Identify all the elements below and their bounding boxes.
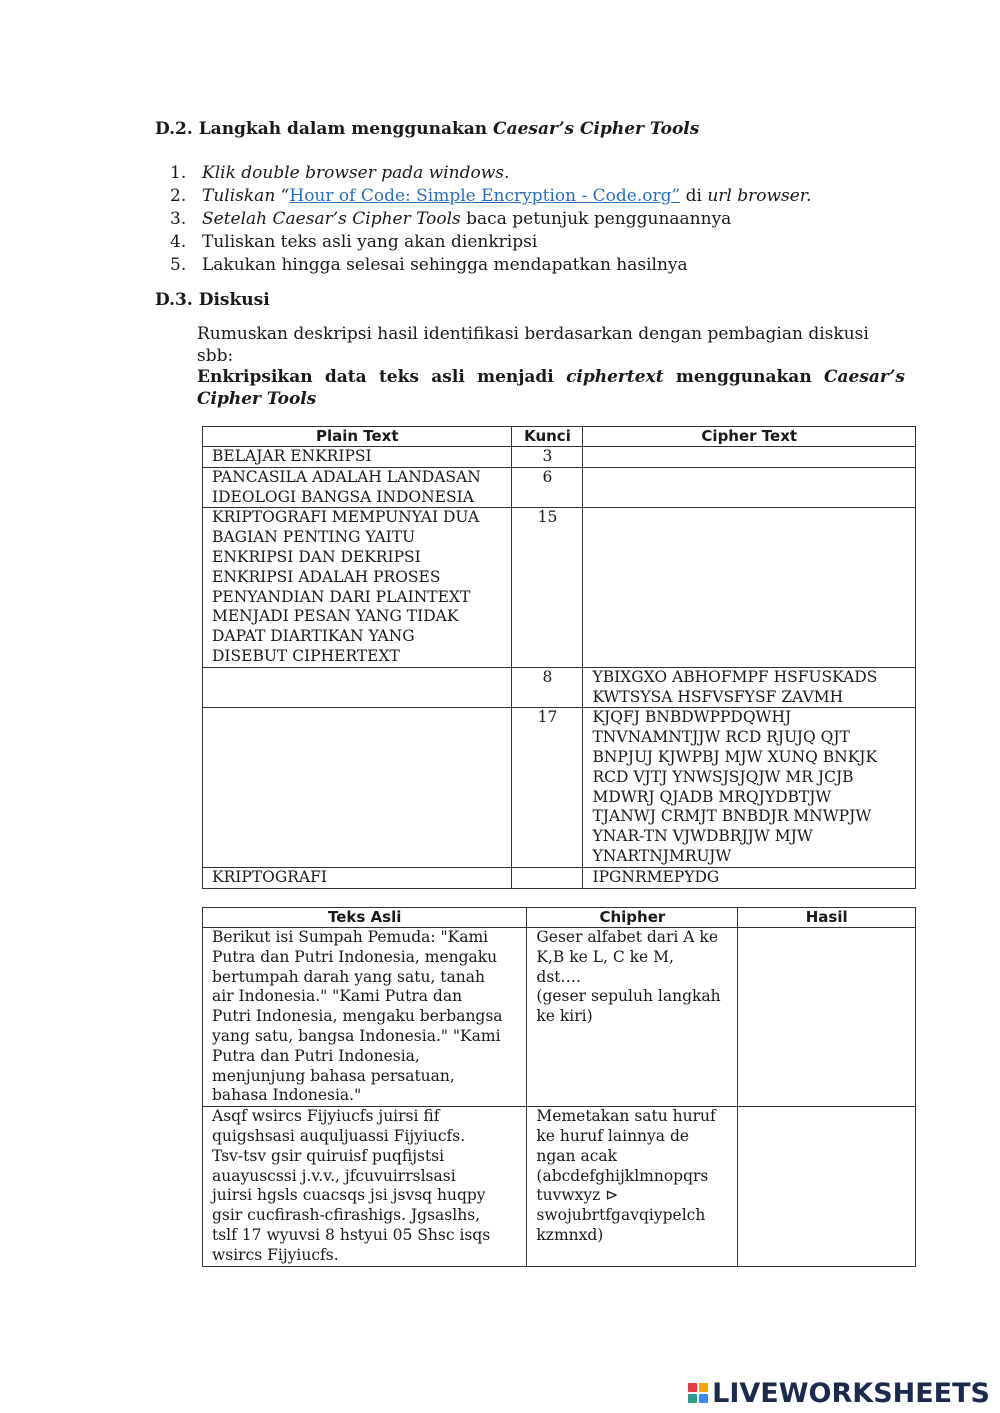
discussion-description: Rumuskan deskripsi hasil identifikasi berdasarkan dengan pembagian diskusi sbb: <box>197 324 869 366</box>
step-item: 4. Tuliskan teks asli yang akan dienkripsi <box>170 232 538 252</box>
key-cell[interactable] <box>512 867 583 888</box>
header-result: Hasil <box>738 908 916 928</box>
table-row <box>203 867 916 888</box>
step-item: 2. Tuliskan “Hour of Code: Simple Encryption - Code.org” di url browser. <box>170 186 812 206</box>
header-cipher: Chipher <box>527 908 738 928</box>
cipher-text-cell[interactable] <box>583 508 916 667</box>
cipher-rule-cell: Memetakan satu huruf ke huruf lainnya de ngan acak (abcdefghijklmnopqrs tuvwxyz ⊳ swojubrtfgavqiypelch kzmnxd) <box>527 1107 738 1266</box>
original-text-cell: Berikut isi Sumpah Pemuda: "Kami Putra dan Putri Indonesia, mengaku bertumpah darah yang satu, tanah air Indonesia." "Kami Putra dan Putri Indonesia, mengaku berbangsa yang satu, bangsa Indonesia." "Kami Putra dan Putri Indonesia, menjunjung bahasa persatuan, bahasa Indonesia." <box>203 928 527 1107</box>
plain-text-cell[interactable] <box>203 708 512 867</box>
step-item: 5. Lakukan hingga selesai sehingga mendapatkan hasilnya <box>170 255 688 275</box>
table-header-row <box>203 908 916 928</box>
plain-text-cell: KRIPTOGRAFI <box>203 867 512 888</box>
cipher-text-cell: IPGNRMEPYDG <box>583 867 916 888</box>
header-original-text: Teks Asli <box>203 908 527 928</box>
key-cell: 3 <box>512 447 583 468</box>
liveworksheets-logo <box>688 1377 990 1409</box>
table-row <box>203 928 916 1107</box>
key-cell: 8 <box>512 667 583 708</box>
table-header-row <box>203 427 916 447</box>
logo-block <box>688 1394 697 1403</box>
result-cell[interactable] <box>738 928 916 1107</box>
table-row <box>203 708 916 867</box>
header-cipher-text: Cipher Text <box>583 427 916 447</box>
key-cell: 6 <box>512 467 583 508</box>
step-item: 1. Klik double browser pada windows. <box>170 163 510 183</box>
plain-text-cell[interactable]: PANCASILA ADALAH LANDASAN IDEOLOGI BANGSA INDONESIA <box>203 467 512 508</box>
table-row <box>203 508 916 667</box>
logo-blocks-icon <box>688 1383 708 1403</box>
cipher-text-cell[interactable] <box>583 447 916 468</box>
header-key: Kunci <box>512 427 583 447</box>
steps-list <box>170 162 811 277</box>
cipher-table <box>202 426 916 889</box>
plain-text-cell[interactable]: BELAJAR ENKRIPSI <box>203 447 512 468</box>
plain-text-cell[interactable]: KRIPTOGRAFI MEMPUNYAI DUA BAGIAN PENTING YAITU ENKRIPSI DAN DEKRIPSI ENKRIPSI ADALAH PROSES PENYANDIAN DARI PLAINTEXT MENJADI PESAN YANG TIDAK DAPAT DIARTIKAN YANG DISEBUT CIPHERTEXT <box>203 508 512 667</box>
substitution-table <box>202 907 916 1267</box>
logo-text: LIVEWORKSHEETS <box>712 1377 990 1409</box>
cipher-text-cell[interactable] <box>583 467 916 508</box>
logo-block <box>699 1394 708 1403</box>
section-d3-heading: D.3. Diskusi <box>155 290 270 310</box>
key-cell: 17 <box>512 708 583 867</box>
cipher-text-cell: YBIXGXO ABHOFMPF HSFUSKADS KWTSYSA HSFVSFYSF ZAVMH <box>583 667 916 708</box>
table-row <box>203 667 916 708</box>
logo-block <box>699 1383 708 1392</box>
step-item: 3. Setelah Caesar’s Cipher Tools baca petunjuk penggunaannya <box>170 209 732 229</box>
cipher-text-cell: KJQFJ BNBDWPPDQWHJ TNVNAMNTJJW RCD RJUJQ QJT BNPJUJ KJWPBJ MJW XUNQ BNKJK RCD VJTJ YNWSJSJQJW MR JCJB MDWRJ QJADB MRQJYDBTJW TJANWJ CRMJT BNBDJR MNWPJW YNAR-TN VJWDBRJJW MJW YNARTNJMRUJW <box>583 708 916 867</box>
original-text-cell: Asqf wsircs Fijyiucfs juirsi fif quigshsasi auquljuassi Fijyiucfs. Tsv-tsv gsir quiruisf puqfijstsi auayuscssi j.v.v., jfcuvuirrslsasi juirsi hgsls cuacsqs jsi jsvsq huqpy gsir cucfirash-cfirashigs. Jgsaslhs, tslf 17 wyuvsi 8 hstyui 05 Shsc isqs wsircs Fijyiucfs. <box>203 1107 527 1266</box>
key-cell: 15 <box>512 508 583 667</box>
table-row <box>203 467 916 508</box>
logo-block <box>688 1383 697 1392</box>
section-d2-heading: D.2. Langkah dalam menggunakan Caesar’s Cipher Tools <box>155 119 700 139</box>
code-org-link[interactable]: Hour of Code: Simple Encryption - Code.org” <box>289 186 681 206</box>
cipher-rule-cell: Geser alfabet dari A ke K,B ke L, C ke M, dst…. (geser sepuluh langkah ke kiri) <box>527 928 738 1107</box>
table-row <box>203 1107 916 1266</box>
result-cell[interactable] <box>738 1107 916 1266</box>
table-row <box>203 447 916 468</box>
plain-text-cell[interactable] <box>203 667 512 708</box>
task-instruction: Enkripsikan data teks asli menjadi ciphertext menggunakan Caesar’s Cipher Tools <box>197 367 905 409</box>
header-plain-text: Plain Text <box>203 427 512 447</box>
